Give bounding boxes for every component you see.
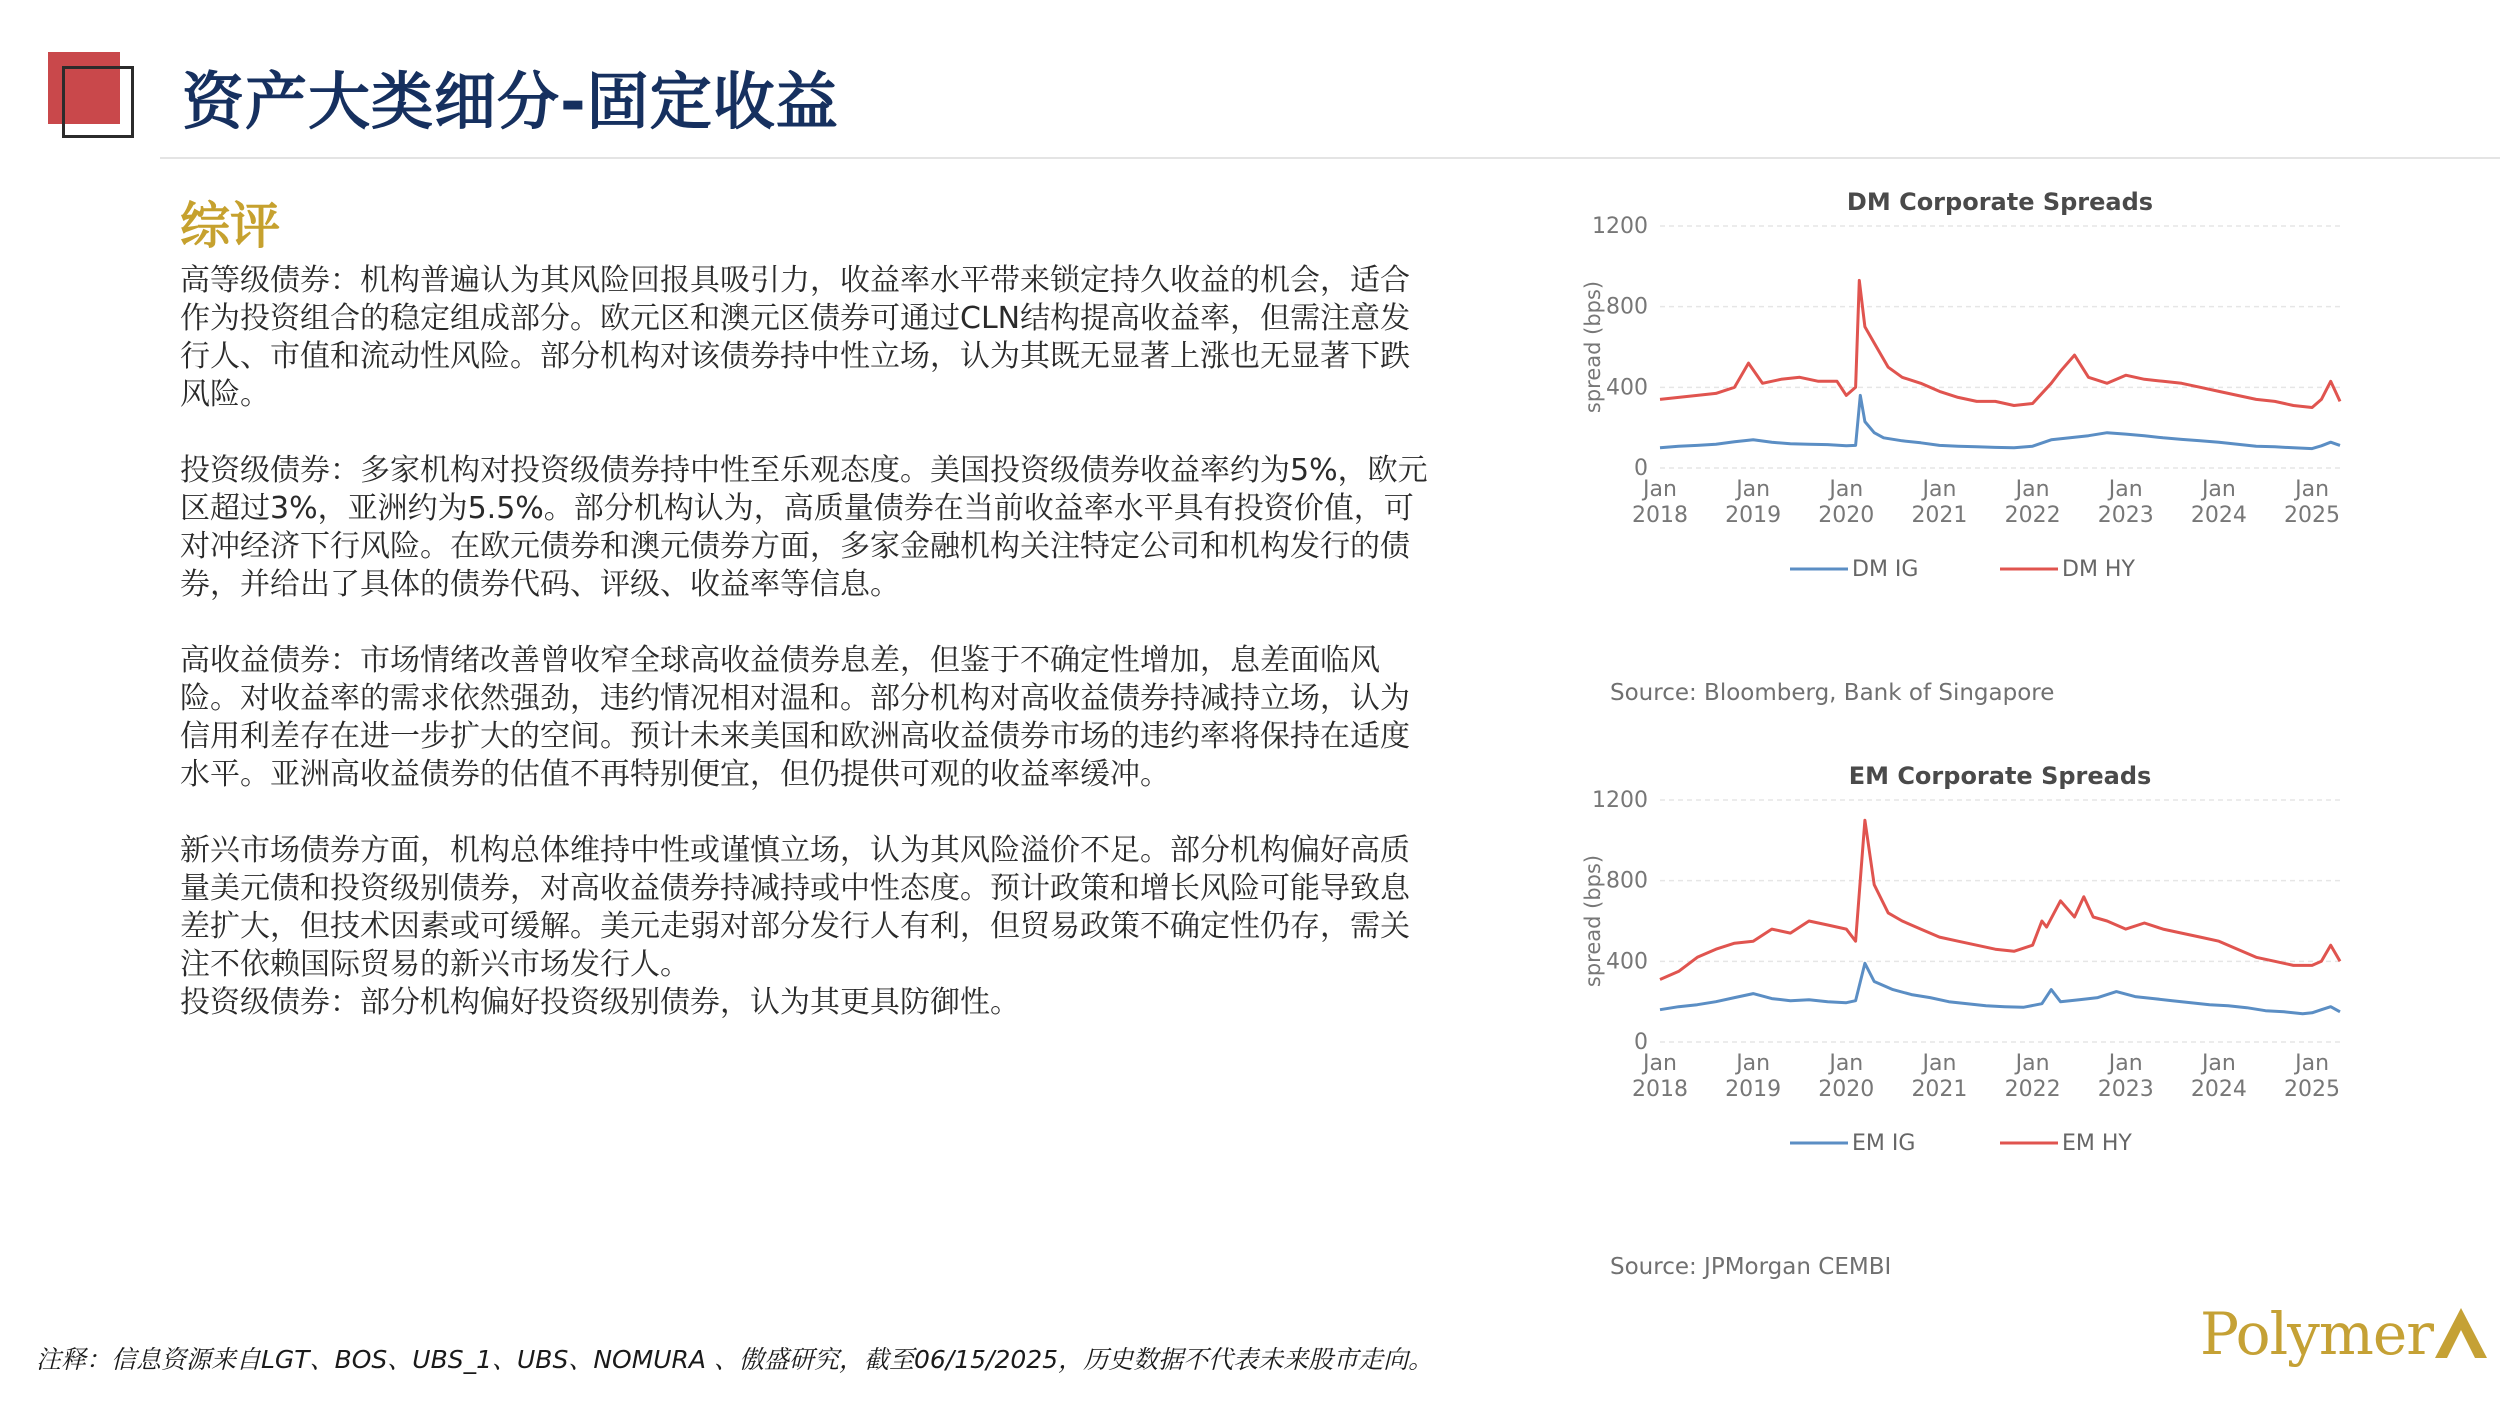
dm-x-tick-year: 2018 <box>1632 503 1688 528</box>
em-x-tick-month: Jan <box>2015 1051 2050 1076</box>
em-x-tick-year: 2024 <box>2190 1077 2247 1102</box>
em-x-tick-month: Jan <box>1829 1051 1864 1076</box>
dm-x-tick-year: 2022 <box>2004 503 2061 528</box>
em-x-tick-year: 2021 <box>1911 1077 1968 1102</box>
header-logo-mark <box>48 52 138 142</box>
em-legend-label: EM IG <box>1852 1131 1916 1156</box>
dm-x-tick-year: 2020 <box>1818 503 1875 528</box>
paragraph-investment-grade-summary: 投资级债券：部分机构偏好投资级别债券，认为其更具防御性。 <box>180 985 1020 1020</box>
em-x-tick-month: Jan <box>2295 1051 2330 1076</box>
dm-x-tick-month: Jan <box>2201 477 2236 502</box>
header-divider <box>160 157 2500 159</box>
em-x-tick-month: Jan <box>1922 1051 1957 1076</box>
dm-x-tick-month: Jan <box>1736 477 1771 502</box>
paragraph-high-grade: 高等级债券：机构普遍认为其风险回报具吸引力，收益率水平带来锁定持久收益的机会，适合作为投资组合的稳定组成部分。欧元区和澳元区债券可通过CLN结构提高收益率，但需注意发行人、市值和流动性风险。部分机构对该债券持中性立场，认为其既无显著上涨也无显著下跌风险。 <box>180 263 1411 412</box>
dm-x-tick-year: 2024 <box>2190 503 2247 528</box>
em-x-tick-month: Jan <box>1736 1051 1771 1076</box>
dm-y-tick-label: 1200 <box>1592 214 1648 239</box>
em-x-tick-year: 2020 <box>1818 1077 1875 1102</box>
dm-y-tick-label: 400 <box>1606 375 1648 401</box>
dm-x-tick-month: Jan <box>2295 477 2330 502</box>
paragraph-high-yield: 高收益债券：市场情绪改善曾收窄全球高收益债券息差，但鉴于不确定性增加，息差面临风险。对收益率的需求依然强劲，违约情况相对温和。部分机构对高收益债券持减持立场，认为信用利差存在进一步扩大的空间。预计未来美国和欧洲高收益债券市场的违约率将保持在适度水平。亚洲高收益债券的估值不再特别便宜，但仍提供可观的收益率缓冲。 <box>180 643 1410 792</box>
dm-y-tick-label: 0 <box>1634 456 1648 481</box>
dm-corporate-spreads-chart <box>1560 178 2380 668</box>
dm-y-tick-label: 800 <box>1606 294 1648 320</box>
em-x-tick-year: 2019 <box>1725 1077 1782 1102</box>
dm-chart-block <box>1560 178 2380 668</box>
em-series-line-em-hy <box>1660 820 2340 979</box>
dm-x-tick-month: Jan <box>1643 477 1677 502</box>
dm-legend-label: DM IG <box>1852 557 1919 582</box>
dm-series-line-dm-hy <box>1660 280 2340 407</box>
em-chart-source: Source: JPMorgan CEMBI <box>1610 1254 1892 1280</box>
logo-outline-square <box>62 66 134 138</box>
em-x-tick-year: 2022 <box>2004 1077 2061 1102</box>
em-y-tick-label: 0 <box>1634 1030 1648 1055</box>
dm-chart-title: DM Corporate Spreads <box>1846 188 2154 216</box>
dm-legend-label: DM HY <box>2062 557 2135 582</box>
dm-y-axis-label: spread (bps) <box>1581 280 1605 414</box>
em-x-tick-month: Jan <box>2201 1051 2236 1076</box>
commentary-text <box>180 262 1430 1022</box>
dm-x-tick-month: Jan <box>1922 477 1957 502</box>
brand-name: Polymer <box>2200 1300 2433 1368</box>
em-y-axis-label: spread (bps) <box>1581 854 1605 988</box>
em-y-tick-label: 800 <box>1606 868 1648 894</box>
em-x-tick-year: 2018 <box>1632 1077 1688 1102</box>
dm-x-tick-month: Jan <box>2108 477 2143 502</box>
em-chart-title: EM Corporate Spreads <box>1848 762 2152 790</box>
em-x-tick-month: Jan <box>1643 1051 1677 1076</box>
em-legend-label: EM HY <box>2062 1131 2132 1156</box>
dm-x-tick-year: 2021 <box>1911 503 1968 528</box>
em-x-tick-year: 2025 <box>2284 1077 2341 1102</box>
em-chart-block <box>1560 752 2380 1242</box>
em-y-tick-label: 1200 <box>1592 788 1648 813</box>
em-x-tick-month: Jan <box>2108 1051 2143 1076</box>
dm-x-tick-month: Jan <box>2015 477 2050 502</box>
em-x-tick-year: 2023 <box>2097 1077 2154 1102</box>
paragraph-investment-grade: 投资级债券：多家机构对投资级债券持中性至乐观态度。美国投资级债券收益率约为5%，欧元区超过3%，亚洲约为5.5%。部分机构认为，高质量债券在当前收益率水平具有投资价值，可对冲经济下行风险。在欧元债券和澳元债券方面，多家金融机构关注特定公司和机构发行的债券，并给出了具体的债券代码、评级、收益率等信息。 <box>180 453 1428 602</box>
dm-x-tick-year: 2025 <box>2284 503 2341 528</box>
page-title: 资产大类细分-固定收益 <box>182 65 839 138</box>
em-corporate-spreads-chart <box>1560 752 2380 1242</box>
dm-chart-source: Source: Bloomberg, Bank of Singapore <box>1610 680 2055 706</box>
footnote: 注释：信息资源来自LGT、BOS、UBS_1、UBS、NOMURA 、傲盛研究，截至06/15/2025，历史数据不代表未来股市走向。 <box>36 1345 1434 1374</box>
em-y-tick-label: 400 <box>1606 949 1648 975</box>
dm-x-tick-month: Jan <box>1829 477 1864 502</box>
dm-x-tick-year: 2019 <box>1725 503 1782 528</box>
em-series-line-em-ig <box>1660 963 2340 1014</box>
brand-logo <box>2200 1300 2489 1368</box>
paragraph-emerging-markets: 新兴市场债券方面，机构总体维持中性或谨慎立场，认为其风险溢价不足。部分机构偏好高质量美元债和投资级别债券，对高收益债券持减持或中性态度。预计政策和增长风险可能导致息差扩大，但技术因素或可缓解。美元走弱对部分发行人有利，但贸易政策不确定性仍存，需关注不依赖国际贸易的新兴市场发行人。 <box>180 833 1410 982</box>
section-title: 综评 <box>180 197 280 255</box>
brand-a-mark-icon <box>2433 1304 2489 1360</box>
dm-x-tick-year: 2023 <box>2097 503 2154 528</box>
